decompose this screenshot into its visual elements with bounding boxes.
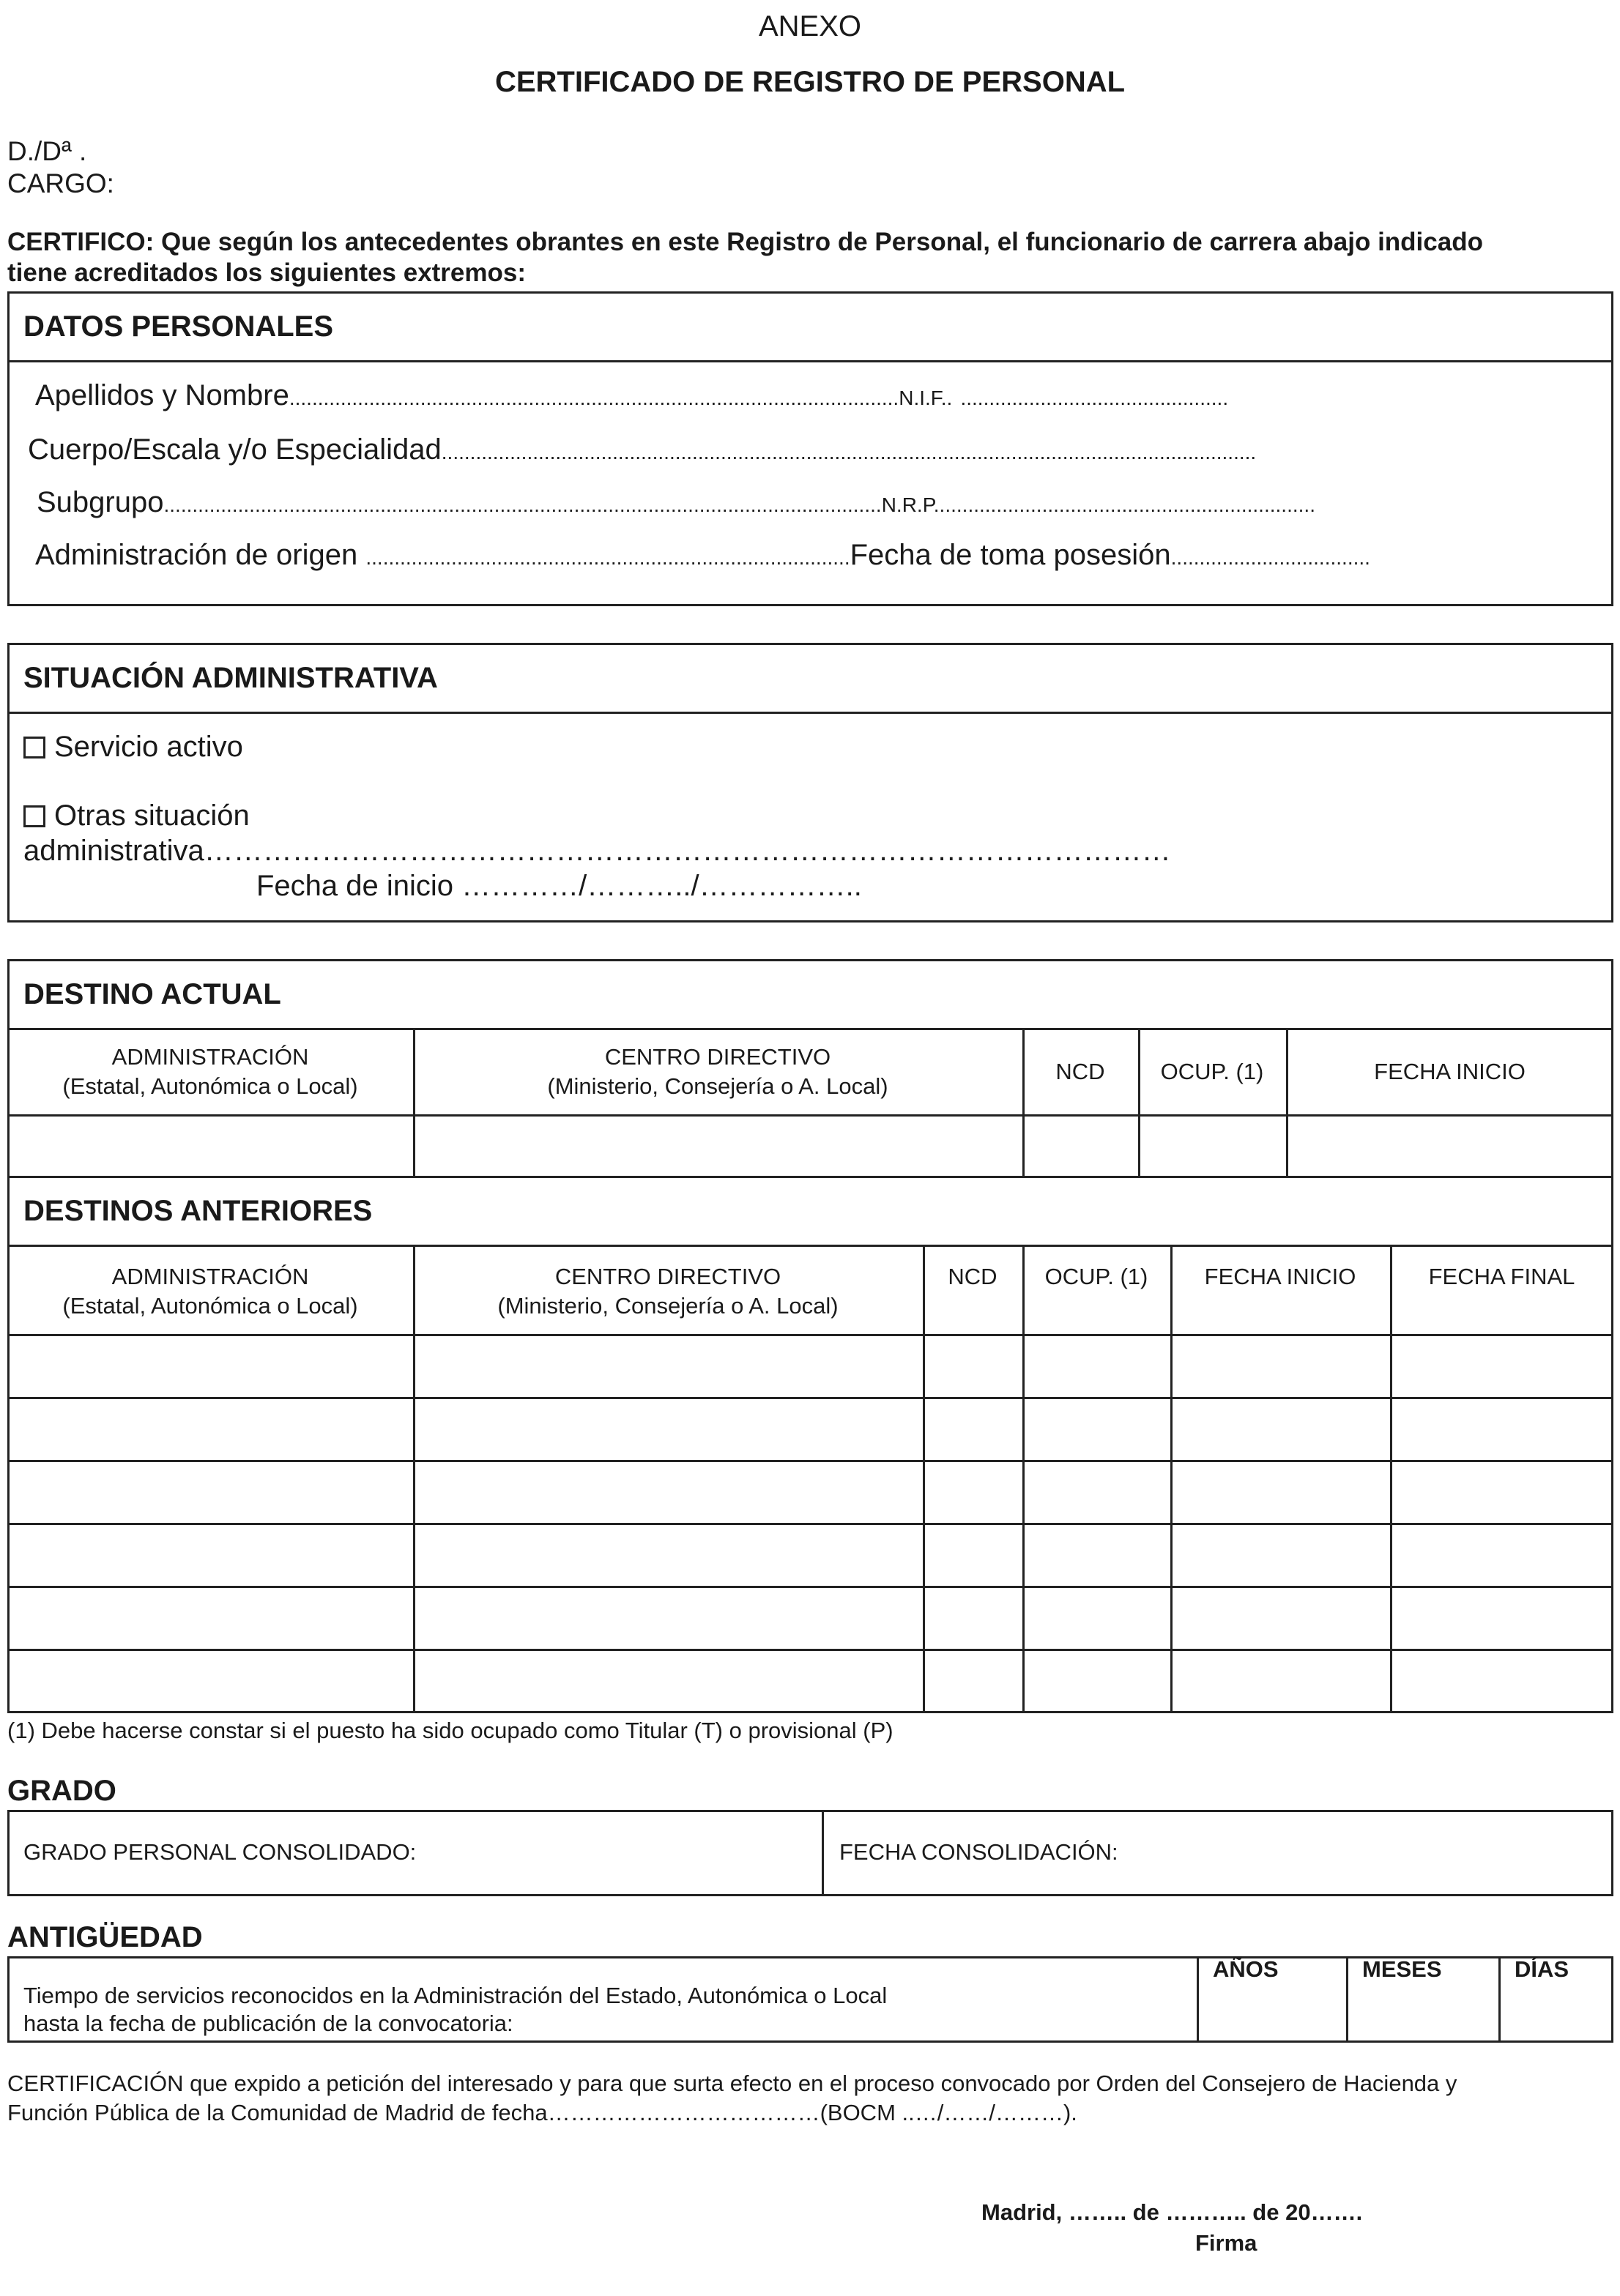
nif-dots: ............................................... xyxy=(960,387,1229,409)
antiguedad-text-2: hasta la fecha de publicación de la convocatoria: xyxy=(23,2010,513,2036)
firma-label: Firma xyxy=(1195,2230,1257,2256)
servicio-activo-label: Servicio activo xyxy=(54,731,243,763)
dant-row-line-4 xyxy=(7,1523,1613,1525)
da-header-ncd: NCD xyxy=(1055,1059,1105,1084)
cuerpo-field[interactable] xyxy=(28,433,1602,466)
destino-actual-divider-2 xyxy=(7,1114,1613,1117)
apellidos-field[interactable] xyxy=(35,379,1602,412)
dant-col-line-3 xyxy=(1022,1245,1025,1713)
dant-row-line-1 xyxy=(7,1334,1613,1336)
dant-row-line-3 xyxy=(7,1460,1613,1462)
meses-field[interactable]: MESES xyxy=(1362,1956,1442,1982)
subgrupo-label: Subgrupo xyxy=(37,486,164,518)
fecha-toma-dots: ................................... xyxy=(1170,546,1370,569)
document-title: CERTIFICADO DE REGISTRO DE PERSONAL xyxy=(494,66,1126,98)
antiguedad-col-line-2 xyxy=(1346,1956,1348,2043)
servicio-activo-checkbox[interactable] xyxy=(23,737,45,758)
da-header-centro-1: CENTRO DIRECTIVO xyxy=(604,1044,831,1070)
apellidos-label: Apellidos y Nombre xyxy=(35,379,289,411)
fecha-inicio-field[interactable]: Fecha de inicio …………/………../…………….. xyxy=(256,870,862,902)
place-date: Madrid, …….. de ……….. de 20……. xyxy=(981,2199,1363,2225)
subgrupo-field[interactable] xyxy=(37,486,1602,519)
grado-heading: GRADO xyxy=(7,1775,116,1807)
certifico-line-2: tiene acreditados los siguientes extremos: xyxy=(7,258,527,287)
administracion-dots: ..................................................................................... xyxy=(365,546,850,569)
da-header-admin-1: ADMINISTRACIÓN xyxy=(111,1044,309,1070)
certificacion-line-1: CERTIFICACIÓN que expido a petición del interesado y para que surta efecto en el proceso convocado por Orden del Consejero de Hacienda y xyxy=(7,2070,1457,2096)
situacion-divider xyxy=(7,712,1613,714)
anexo-label: ANEXO xyxy=(758,10,862,42)
dant-row-line-2 xyxy=(7,1397,1613,1399)
dant-col-line-4 xyxy=(1170,1245,1173,1713)
da-col-line-2 xyxy=(1022,1028,1025,1176)
destinos-anteriores-heading: DESTINOS ANTERIORES xyxy=(23,1195,373,1227)
anos-field[interactable]: AÑOS xyxy=(1213,1956,1279,1982)
da-header-admin xyxy=(7,1043,413,1101)
dant-header-admin-2: (Estatal, Autonómica o Local) xyxy=(62,1293,358,1319)
dant-col-line-2 xyxy=(923,1245,925,1713)
otras-situacion-checkbox[interactable] xyxy=(23,805,45,827)
servicio-activo-option[interactable] xyxy=(23,731,243,764)
da-header-admin-2: (Estatal, Autonómica o Local) xyxy=(62,1073,358,1099)
situacion-heading: SITUACIÓN ADMINISTRATIVA xyxy=(23,662,438,694)
antiguedad-text-1: Tiempo de servicios reconocidos en la Administración del Estado, Autonómica o Local xyxy=(23,1983,888,2008)
antiguedad-col-line-3 xyxy=(1498,1956,1501,2043)
nif-label: N.I.F.. xyxy=(899,387,953,409)
dant-row-line-6 xyxy=(7,1649,1613,1651)
cuerpo-dots: ............................................................................................................................................... xyxy=(441,441,1257,463)
dant-col-line-5 xyxy=(1390,1245,1392,1713)
da-col-line-4 xyxy=(1286,1028,1288,1176)
dant-header-admin-1: ADMINISTRACIÓN xyxy=(111,1264,309,1289)
administrativa-field[interactable]: administrativa……………………………………………………………………………………… xyxy=(23,835,1171,867)
da-header-centro-2: (Ministerio, Consejería o A. Local) xyxy=(547,1073,888,1099)
grado-col-line xyxy=(822,1810,824,1896)
dant-header-ocup: OCUP. (1) xyxy=(1044,1264,1148,1289)
otras-situacion-option[interactable] xyxy=(23,800,250,832)
da-header-centro xyxy=(413,1043,1022,1101)
apellidos-dots: ........................................................................................................... xyxy=(289,387,899,409)
da-header-fecha: FECHA INICIO xyxy=(1374,1059,1526,1084)
cuerpo-label: Cuerpo/Escala y/o Especialidad xyxy=(28,433,442,466)
dant-header-fecha-final: FECHA FINAL xyxy=(1428,1264,1575,1289)
administracion-field[interactable] xyxy=(35,539,1602,572)
otras-situacion-label: Otras situación xyxy=(54,800,250,832)
datos-personales-heading: DATOS PERSONALES xyxy=(23,310,334,343)
dd-label: D./Dª . xyxy=(7,136,87,166)
da-col-line-3 xyxy=(1138,1028,1140,1176)
dant-header-fecha-inicio: FECHA INICIO xyxy=(1204,1264,1356,1289)
subgrupo-dots: .............................................................................................................................. xyxy=(163,493,882,516)
dant-row-line-5 xyxy=(7,1586,1613,1588)
grado-personal-field[interactable]: GRADO PERSONAL CONSOLIDADO: xyxy=(23,1839,417,1865)
certifico-line-1: CERTIFICO: Que según los antecedentes obrantes en este Registro de Personal, el funcionario de carrera abajo indicado xyxy=(7,228,1483,256)
dant-header-centro xyxy=(413,1262,923,1321)
destino-actual-heading: DESTINO ACTUAL xyxy=(23,978,281,1010)
certificacion-line-2: Función Pública de la Comunidad de Madrid de fecha………………………………(BOCM ..…/……/………). xyxy=(7,2100,1077,2125)
destino-actual-divider-3 xyxy=(7,1176,1613,1178)
fecha-consolidacion-field[interactable]: FECHA CONSOLIDACIÓN: xyxy=(839,1839,1118,1865)
antiguedad-col-line-1 xyxy=(1197,1956,1199,2043)
nrp-label: N.R.P xyxy=(881,493,934,516)
dant-header-ncd: NCD xyxy=(948,1264,997,1289)
nrp-dots: ................................................................... xyxy=(933,493,1315,516)
datos-personales-divider xyxy=(7,360,1613,362)
administracion-label: Administración de origen xyxy=(35,539,366,571)
footnote: (1) Debe hacerse constar si el puesto ha sido ocupado como Titular (T) o provisional (P) xyxy=(7,1718,893,1743)
dant-header-centro-2: (Ministerio, Consejería o A. Local) xyxy=(497,1293,839,1319)
dant-header-admin xyxy=(7,1262,413,1321)
dant-header-centro-1: CENTRO DIRECTIVO xyxy=(554,1264,781,1289)
da-header-ocup: OCUP. (1) xyxy=(1160,1059,1264,1084)
dias-field[interactable]: DÍAS xyxy=(1515,1956,1569,1982)
destino-actual-divider-1 xyxy=(7,1028,1613,1030)
dant-divider-header xyxy=(7,1245,1613,1247)
antiguedad-heading: ANTIGÜEDAD xyxy=(7,1921,203,1953)
cargo-label: CARGO: xyxy=(7,168,114,198)
fecha-toma-label: Fecha de toma posesión xyxy=(850,539,1171,571)
